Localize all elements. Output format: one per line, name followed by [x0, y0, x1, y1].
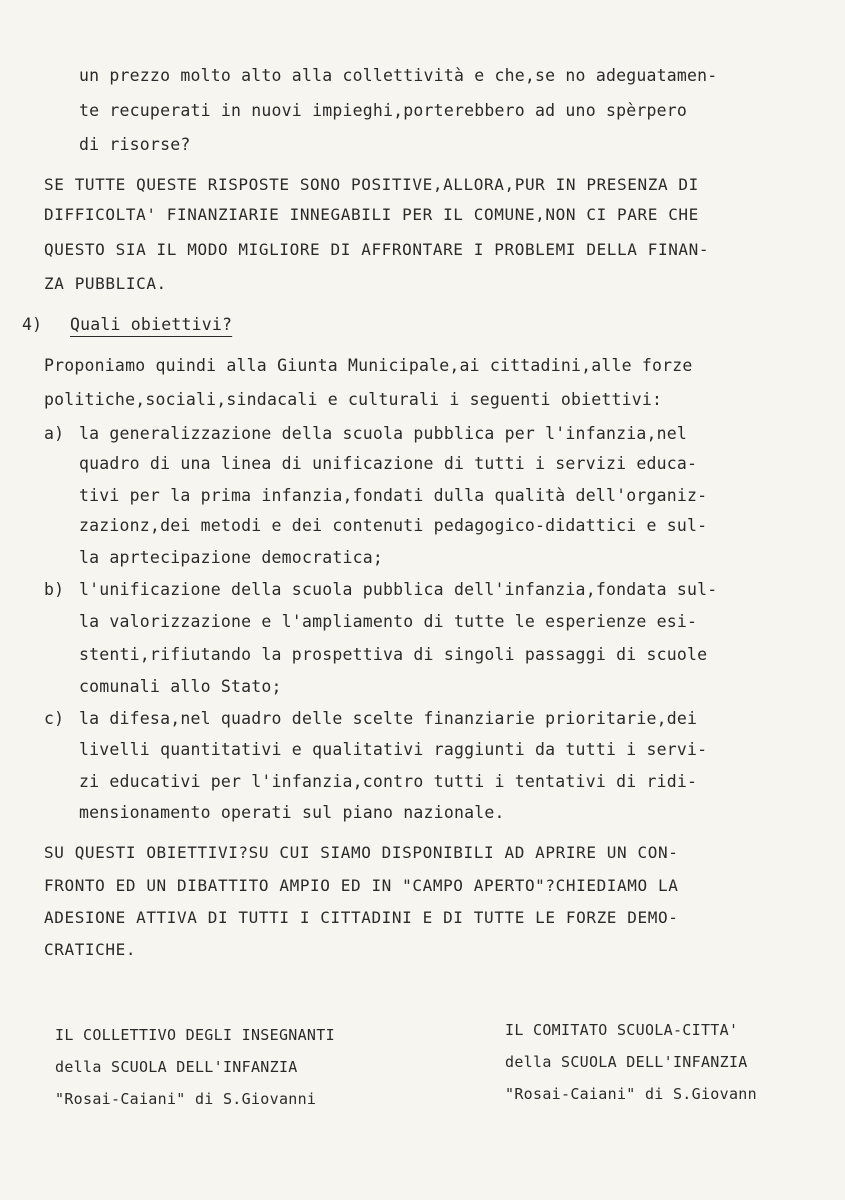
item-line: comunali allo Stato; — [79, 677, 282, 696]
conclusion2-line: FRONTO ED UN DIBATTITO AMPIO ED IN "CAMPO APERTO"?CHIEDIAMO LA — [44, 876, 679, 895]
item-line: tivi per la prima infanzia,fondati dulla qualità dell'organiz- — [79, 486, 708, 505]
intro-line: di risorse? — [79, 135, 191, 154]
item-line: zi educativi per l'infanzia,contro tutti i tentativi di ridi- — [79, 772, 698, 791]
conclusion1-line: DIFFICOLTA' FINANZIARIE INNEGABILI PER IL COMUNE,NON CI PARE CHE — [44, 205, 699, 224]
item-line: la generalizzazione della scuola pubblica per l'infanzia,nel — [79, 424, 688, 443]
item-label: b) — [44, 580, 65, 599]
section-title: Quali obiettivi? — [70, 315, 233, 334]
proposal-line: Proponiamo quindi alla Giunta Municipale,ai cittadini,alle forze — [44, 356, 693, 375]
item-line: l'unificazione della scuola pubblica dell'infanzia,fondata sul- — [79, 580, 718, 599]
signature-left-line: della SCUOLA DELL'INFANZIA — [55, 1058, 298, 1076]
conclusion1-line: QUESTO SIA IL MODO MIGLIORE DI AFFRONTARE I PROBLEMI DELLA FINAN- — [44, 240, 710, 259]
item-line: livelli quantitativi e qualitativi raggiunti da tutti i servi- — [79, 740, 708, 759]
intro-line: te recuperati in nuovi impieghi,porterebbero ad uno spèrpero — [79, 101, 688, 120]
intro-line: un prezzo molto alto alla collettività e che,se no adeguatamen- — [79, 66, 718, 85]
item-line: la difesa,nel quadro delle scelte finanziarie prioritarie,dei — [79, 709, 698, 728]
signature-right-line: IL COMITATO SCUOLA-CITTA' — [505, 1021, 739, 1039]
signature-left-line: "Rosai-Caiani" di S.Giovanni — [55, 1090, 317, 1108]
item-line: la valorizzazione e l'ampliamento di tutte le esperienze esi- — [79, 612, 698, 631]
conclusion1-line: SE TUTTE QUESTE RISPOSTE SONO POSITIVE,ALLORA,PUR IN PRESENZA DI — [44, 175, 699, 194]
item-label: a) — [44, 424, 65, 443]
item-line: zazionz,dei metodi e dei contenuti pedagogico-didattici e sul- — [79, 516, 708, 535]
signature-right-line: della SCUOLA DELL'INFANZIA — [505, 1053, 748, 1071]
proposal-line: politiche,sociali,sindacali e culturali i seguenti obiettivi: — [44, 390, 663, 409]
item-line: mensionamento operati sul piano nazionale. — [79, 803, 505, 822]
item-line: la aprtecipazione democratica; — [79, 548, 384, 567]
signature-left-line: IL COLLETTIVO DEGLI INSEGNANTI — [55, 1026, 335, 1044]
conclusion2-line: SU QUESTI OBIETTIVI?SU CUI SIAMO DISPONIBILI AD APRIRE UN CON- — [44, 843, 679, 862]
conclusion2-line: CRATICHE. — [44, 940, 137, 959]
item-line: quadro di una linea di unificazione di tutti i servizi educa- — [79, 454, 698, 473]
item-label: c) — [44, 709, 65, 728]
item-line: stenti,rifiutando la prospettiva di singoli passaggi di scuole — [79, 645, 708, 664]
signature-right-line: "Rosai-Caiani" di S.Giovann — [505, 1085, 757, 1103]
section-number: 4) — [22, 315, 43, 334]
conclusion2-line: ADESIONE ATTIVA DI TUTTI I CITTADINI E DI TUTTE LE FORZE DEMO- — [44, 908, 679, 927]
conclusion1-line: ZA PUBBLICA. — [44, 274, 167, 293]
